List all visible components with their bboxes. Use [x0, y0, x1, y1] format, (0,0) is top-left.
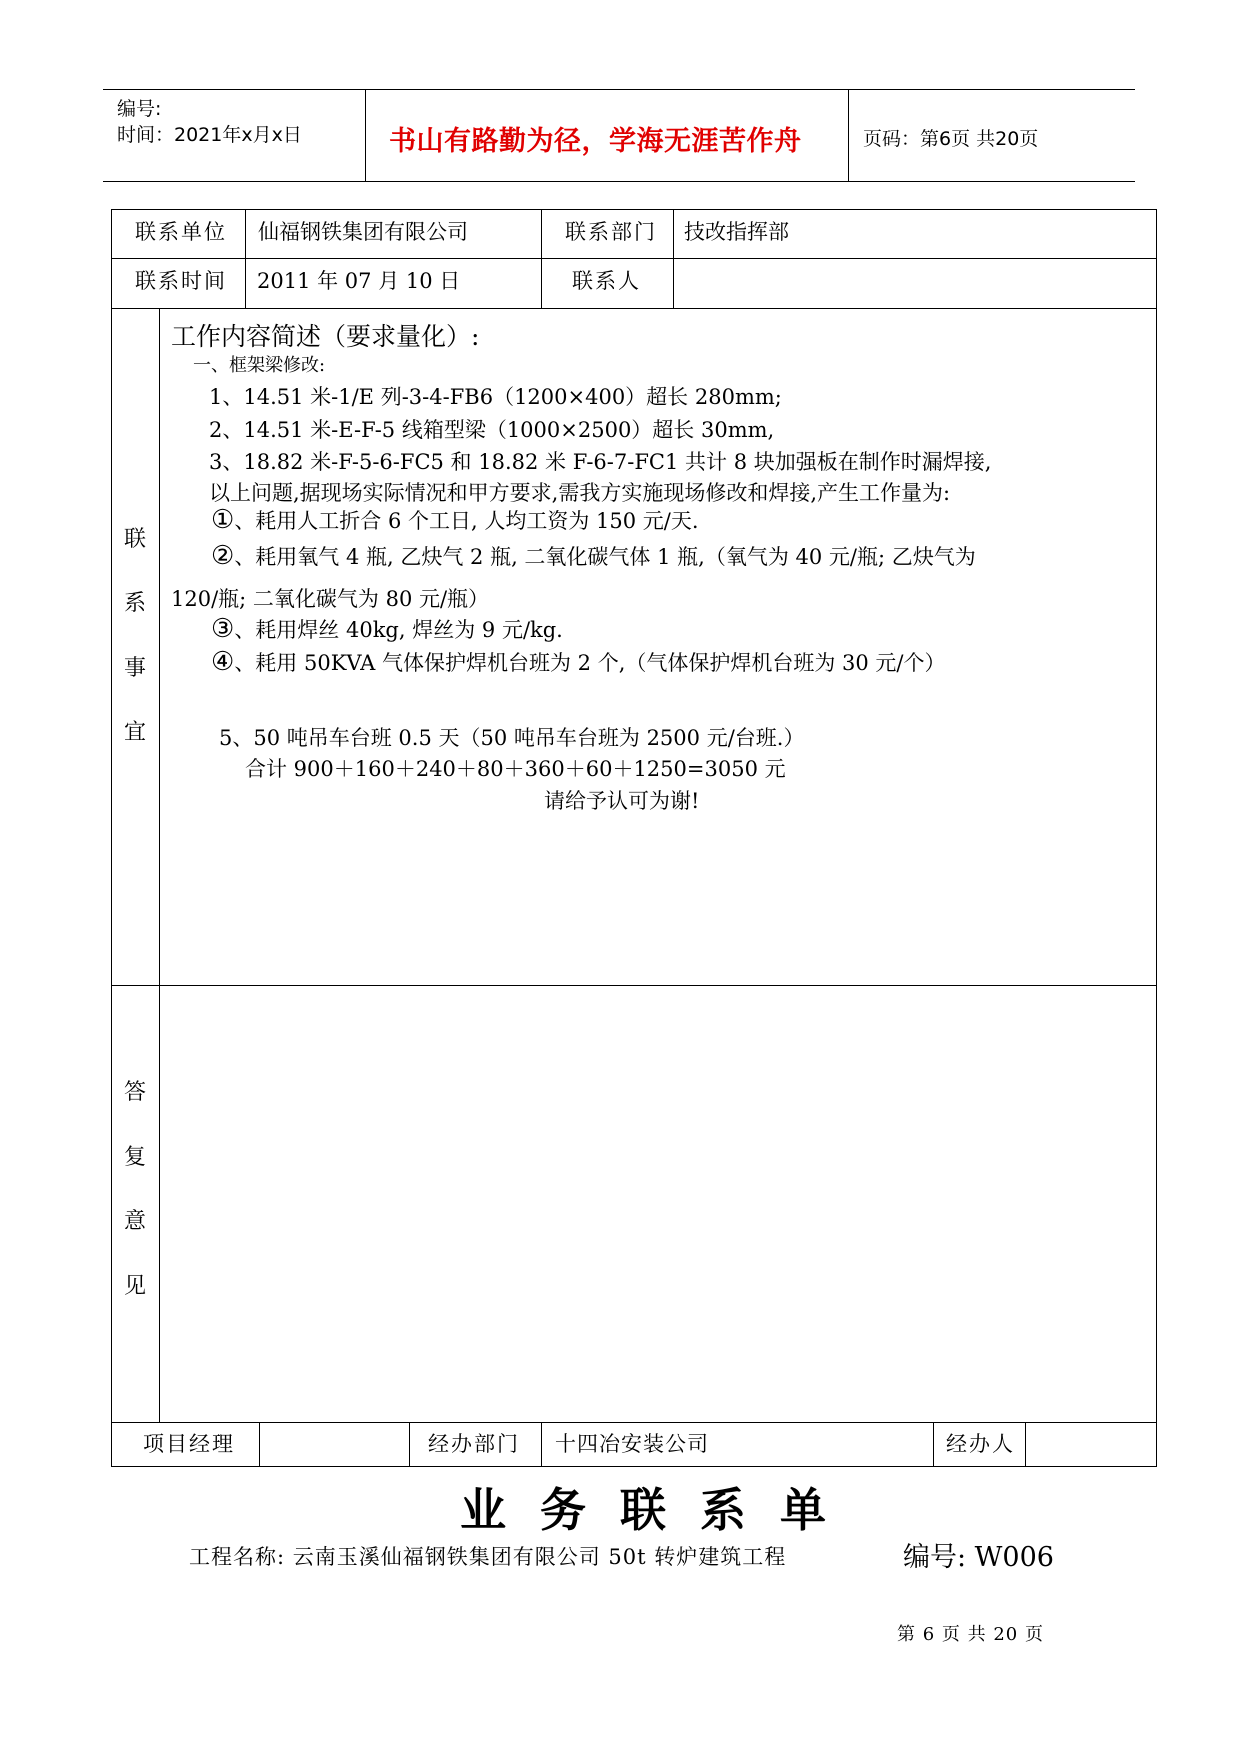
content-subheading: 一、框架梁修改:	[193, 355, 326, 376]
matters-char-1: 联	[123, 527, 146, 552]
circled-one-icon: ①	[211, 505, 235, 535]
contact-dept-label: 联系部门	[565, 220, 657, 244]
header-divider-left	[365, 89, 366, 182]
content-note: 以上问题,据现场实际情况和甲方要求,需我方实施现场修改和焊接,产生工作量为:	[209, 481, 951, 505]
form-col-line-a	[245, 209, 246, 309]
header-bottom-rule	[103, 181, 1135, 182]
circled-three-icon: ③	[211, 614, 235, 644]
header-time-label: 时间：2021年x月x日	[117, 124, 302, 146]
content-heading: 工作内容简述（要求量化）:	[171, 322, 480, 351]
header-page-label: 页码：第6页 共20页	[863, 128, 1039, 150]
form-row-line-3	[111, 985, 1157, 986]
project-name-line: 工程名称: 云南玉溪仙福钢铁集团有限公司 50t 转炉建筑工程	[189, 1545, 787, 1569]
content-item-3: 3、18.82 米-F-5-6-FC5 和 18.82 米 F-6-7-FC1 共计 8 块加强板在制作时漏焊接,	[209, 450, 992, 474]
form-col-line-h	[1025, 1422, 1026, 1467]
cost-3-text: 、耗用焊丝 40kg, 焊丝为 9 元/kg.	[234, 618, 563, 642]
matters-char-2: 系	[123, 591, 146, 616]
header-top-rule	[103, 89, 1135, 90]
matters-char-4: 宜	[123, 720, 146, 745]
content-total: 合计 900＋160＋240＋80＋360＋60＋1250=3050 元	[245, 757, 786, 781]
header-number-label: 编号:	[117, 98, 162, 120]
header-divider-right	[848, 89, 849, 182]
form-col-line-f	[541, 1422, 542, 1467]
content-closing: 请给予认可为谢!	[544, 789, 700, 813]
content-item-5: 5、50 吨吊车台班 0.5 天（50 吨吊车台班为 2500 元/台班.）	[219, 726, 805, 750]
form-col-line-label	[159, 308, 160, 1423]
circled-two-icon: ②	[211, 541, 235, 571]
contact-dept-value: 技改指挥部	[684, 220, 789, 244]
contact-time-value: 2011 年 07 月 10 日	[257, 269, 461, 293]
reply-char-4: 见	[123, 1274, 146, 1299]
content-cost-2	[211, 541, 976, 571]
content-item-1: 1、14.51 米-1/E 列-3-4-FB6（1200×400）超长 280mm;	[209, 385, 782, 409]
matters-char-3: 事	[123, 656, 146, 681]
reply-char-1: 答	[123, 1080, 146, 1105]
handling-dept-label: 经办部门	[428, 1432, 520, 1456]
content-cost-1	[211, 505, 699, 535]
pm-label: 项目经理	[143, 1432, 235, 1456]
form-row-line-1	[111, 258, 1157, 259]
handling-dept-value: 十四冶安装公司	[555, 1432, 709, 1456]
content-cost-4	[211, 647, 946, 677]
contact-time-label: 联系时间	[135, 269, 227, 293]
form-col-line-b	[541, 209, 542, 309]
cost-1-text: 、耗用人工折合 6 个工日, 人均工资为 150 元/天.	[234, 509, 699, 533]
serial-number: 编号: W006	[903, 1542, 1054, 1573]
document-title: 业务联系单	[460, 1483, 860, 1537]
content-cost-3	[211, 614, 563, 644]
contact-unit-label: 联系单位	[135, 220, 227, 244]
form-col-line-g	[933, 1422, 934, 1467]
header-motto: 书山有路勤为径，学海无涯苦作舟	[389, 126, 802, 157]
circled-four-icon: ④	[211, 647, 235, 677]
form-col-line-d	[259, 1422, 260, 1467]
contact-person-label: 联系人	[572, 269, 641, 293]
cost-2-text: 、耗用氧气 4 瓶, 乙炔气 2 瓶, 二氧化碳气体 1 瓶,（氧气为 40 元/瓶; 乙炔气为	[234, 545, 976, 569]
form-col-line-c	[673, 209, 674, 309]
content-item-2: 2、14.51 米-E-F-5 线箱型梁（1000×2500）超长 30mm,	[209, 418, 775, 442]
reply-char-2: 复	[123, 1145, 146, 1170]
form-col-line-e	[409, 1422, 410, 1467]
reply-char-3: 意	[123, 1209, 146, 1234]
content-cost-2-cont: 120/瓶; 二氧化碳气为 80 元/瓶）	[171, 587, 490, 611]
contact-unit-value: 仙福钢铁集团有限公司	[258, 220, 468, 244]
form-row-line-2	[111, 308, 1157, 309]
page-footer: 第 6 页 共 20 页	[897, 1624, 1044, 1645]
cost-4-text: 、耗用 50KVA 气体保护焊机台班为 2 个,（气体保护焊机台班为 30 元/个）	[234, 651, 946, 675]
handler-label: 经办人	[946, 1432, 1015, 1456]
form-row-line-4	[111, 1422, 1157, 1423]
